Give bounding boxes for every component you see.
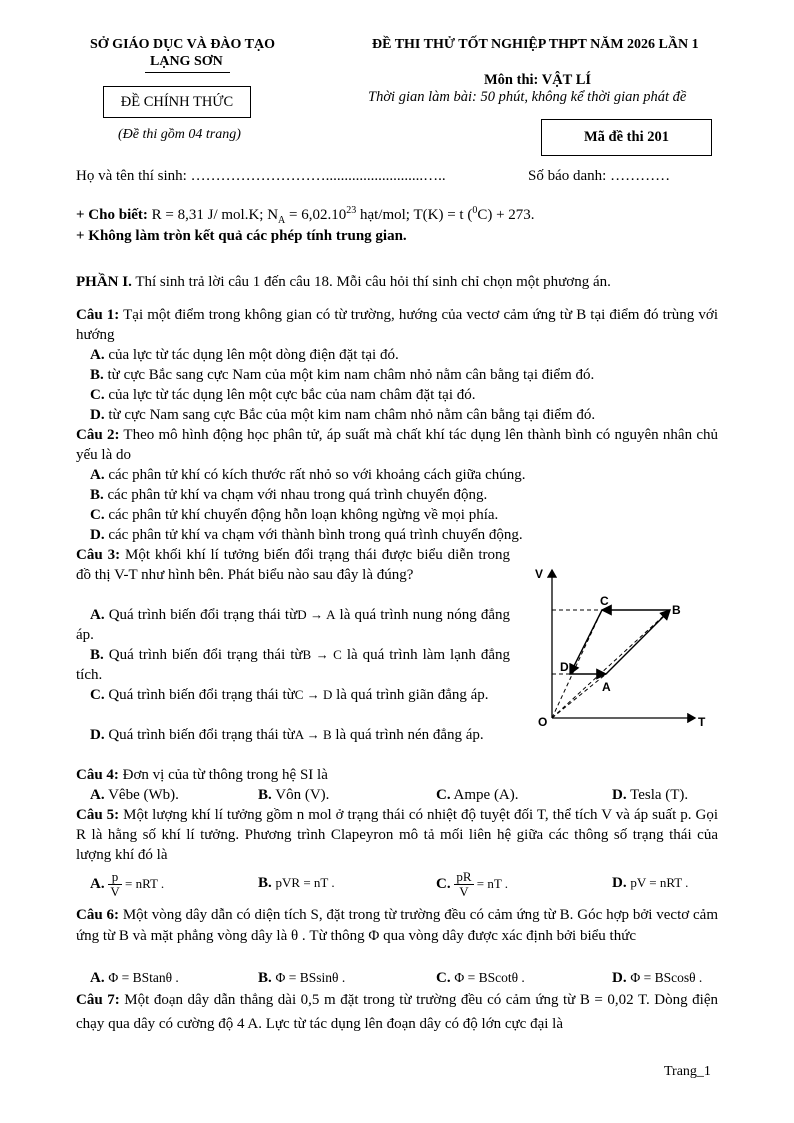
subject: Môn thi: VẬT LÍ — [484, 72, 592, 88]
fraction-pr-over-v: $\frac{pR}{V}$ — [456, 869, 472, 899]
q4-option-d[interactable]: D. Tesla (T). — [612, 787, 689, 803]
q4-option-b[interactable]: B. Vôn (V). — [258, 787, 330, 803]
q1-option-d[interactable]: D. từ cực Nam sang cực Bắc của một kim nam châm nhỏ nằm cân bằng tại điểm đó. — [90, 407, 596, 423]
q2-option-d[interactable]: D. các phân tử khí va chạm với thành bình trong quá trình chuyển động. — [90, 527, 523, 543]
q2-option-c[interactable]: C. các phân tử khí chuyển động hỗn loạn không ngừng về mọi phía. — [90, 507, 499, 523]
guide-oa — [552, 674, 606, 718]
exam-title: ĐỀ THI THỬ TỐT NGHIỆP THPT NĂM 2026 LẦN 1 — [372, 37, 699, 52]
pages-note: (Đề thi gồm 04 trang) — [118, 127, 241, 142]
givens-line-1: + Cho biết: R = 8,31 J/ mol.K; $N_A = 6,02.10^{23}$ hạt/mol; T(K) = t ($^0$C) + 273. — [76, 205, 535, 226]
exam-time: Thời gian làm bài: 50 phút, không kể thời gian phát đề — [368, 89, 687, 105]
page-number: Trang_1 — [664, 1064, 711, 1079]
province-underline — [145, 72, 230, 73]
exam-code-box — [541, 119, 712, 156]
origin-label: O — [538, 715, 548, 729]
question-2: Câu 2: Theo mô hình động học phân tử, áp suất mà chất khí tác dụng lên thành bình có nguyên nhân chủ yếu là do — [76, 427, 718, 463]
q2-option-a[interactable]: A. các phân tử khí có kích thước rất nhỏ so với khoảng cách giữa chúng. — [90, 467, 526, 483]
q6-option-d[interactable]: D. Φ = BScosθ . — [612, 970, 703, 986]
q5-option-d[interactable]: D. pV = nRT . — [612, 875, 689, 891]
question-1: Câu 1: Tại một điểm trong không gian có từ trường, hướng của vectơ cảm ứng từ B tại điểm đó trùng với hướng — [76, 307, 718, 343]
part-1-instructions: PHẦN I. Thí sinh trả lời câu 1 đến câu 18. Mỗi câu hỏi thí sinh chỉ chọn một phương án. — [76, 274, 611, 290]
q1-option-a[interactable]: A. của lực từ tác dụng lên một dòng điện đặt tại đó. — [90, 347, 399, 363]
axis-t-label: T — [698, 715, 706, 729]
point-a-label: A — [602, 680, 611, 694]
q5-option-a[interactable]: A. $\frac{p}{V}$ = nRT . — [90, 869, 165, 899]
q4-option-a[interactable]: A. Vêbe (Wb). — [90, 787, 179, 803]
q1-option-b[interactable]: B. từ cực Bắc sang cực Nam của một kim nam châm nhỏ nằm cân bằng tại điểm đó. — [90, 367, 595, 383]
q3-option-d[interactable]: D. Quá trình biến đổi trạng thái từA → B là quá trình nén đẳng áp. — [90, 727, 484, 743]
province-name: LẠNG SƠN — [150, 54, 223, 69]
point-d-label: D — [560, 660, 569, 674]
student-id-field: Số báo danh: ………… — [528, 168, 671, 184]
question-5: Câu 5: Một lượng khí lí tưởng gồm n mol ở trạng thái có nhiệt độ tuyệt đối T, thể tích V và áp suất p. Gọi R là hằng số khí lí tưởng. Phương trình Clapeyron mô tả mối liên hệ giữa các thông số trạng thái của lượng khí đó là — [76, 807, 719, 863]
q5-option-b[interactable]: B. pVR = nT . — [258, 875, 335, 891]
q3-option-c[interactable]: C. Quá trình biến đổi trạng thái từC → D là quá trình giãn đẳng áp. — [90, 687, 489, 703]
official-label: ĐỀ CHÍNH THỨC — [120, 93, 234, 110]
point-b-label: B — [672, 603, 681, 617]
q6-option-a[interactable]: A. Φ = BStanθ . — [90, 970, 179, 986]
vt-graph — [530, 560, 720, 740]
process-c-to-d — [570, 610, 602, 674]
q5-option-c[interactable]: C. $\frac{pR}{V}$ = nT . — [436, 869, 509, 899]
official-box — [103, 86, 251, 118]
exam-code: Mã đề thi 201 — [584, 129, 669, 145]
question-3: Câu 3: Một khối khí lí tưởng biến đổi trạng thái được biểu diễn trong đồ thị V-T như hình bên. Phát biểu nào sau đây là đúng? — [76, 547, 511, 583]
axis-v-label: V — [535, 567, 544, 581]
q4-option-c[interactable]: C. Ampe (A). — [436, 787, 519, 803]
fraction-p-over-v: $\frac{p}{V}$ — [110, 869, 120, 899]
q3-option-a[interactable]: A. Quá trình biến đổi trạng thái từD → A là quá trình nung nóng đẳng áp. — [76, 607, 510, 643]
question-6: Câu 6: Một vòng dây dẫn có diện tích S, đặt trong từ trường đều có cảm ứng từ B. Góc hợp bởi vectơ cảm ứng từ B và mặt phẳng vòng dây là θ . Từ thông Φ qua vòng dây được xác định bởi biểu thức — [76, 907, 718, 944]
q3-option-b[interactable]: B. Quá trình biến đổi trạng thái từB → C là quá trình làm lạnh đẳng tích. — [76, 647, 510, 683]
process-a-to-b — [606, 610, 670, 674]
point-c-label: C — [600, 594, 609, 608]
q6-option-b[interactable]: B. Φ = BSsinθ . — [258, 970, 346, 986]
guide-ob — [552, 610, 670, 718]
q2-option-b[interactable]: B. các phân tử khí va chạm với nhau trong quá trình chuyển động. — [90, 487, 488, 503]
department-name: SỞ GIÁO DỤC VÀ ĐÀO TẠO — [90, 37, 276, 52]
question-4: Câu 4: Đơn vị của từ thông trong hệ SI là — [76, 767, 328, 783]
givens-line-2: + Không làm tròn kết quả các phép tính trung gian. — [76, 228, 407, 244]
q1-option-c[interactable]: C. của lực từ tác dụng lên một cực bắc của nam châm đặt tại đó. — [90, 387, 476, 403]
question-7: Câu 7: Một đoạn dây dẫn thẳng dài 0,5 m đặt trong từ trường đều có cảm ứng từ B = 0,02 T. Dòng điện chạy qua dây có cường độ 4 A. Lực từ tác dụng lên đoạn dây có độ lớn cực đại là — [76, 992, 718, 1032]
student-name-field: Họ và tên thí sinh: ………………………..........................….. — [76, 168, 446, 184]
q6-option-c[interactable]: C. Φ = BScotθ . — [436, 970, 525, 986]
